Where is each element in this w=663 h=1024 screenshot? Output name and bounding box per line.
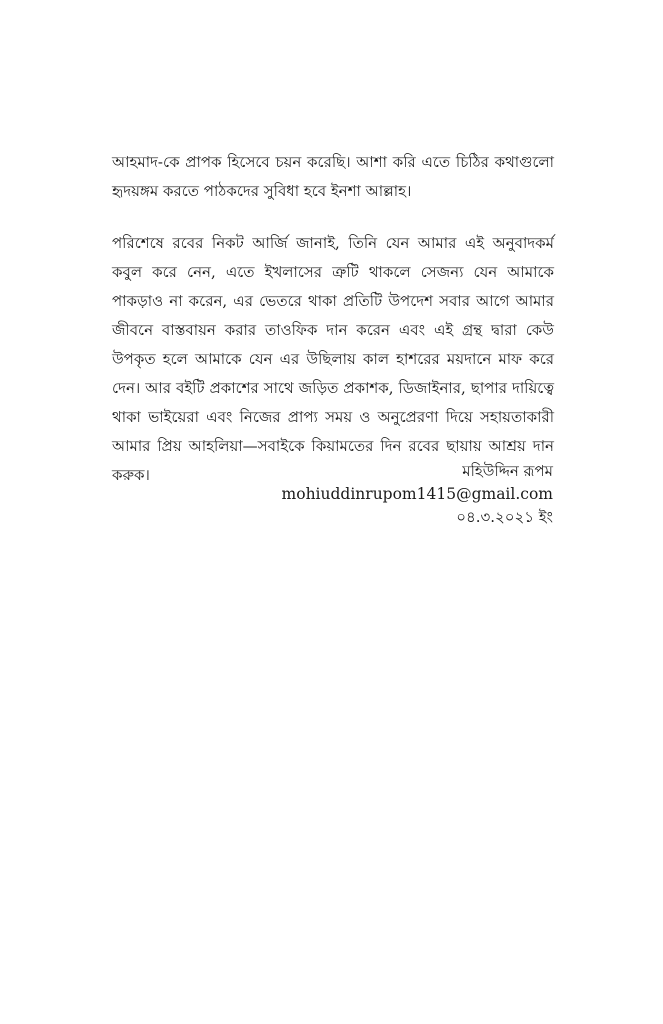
author-name: মহিউদ্দিন রূপম <box>462 462 553 480</box>
signature-date: ০৪.৩.২০২১ ইং <box>456 508 553 526</box>
author-email: mohiuddinrupom1415@gmail.com <box>281 485 553 503</box>
paragraph-intro: আহমাদ-কে প্রাপক হিসেবে চয়ন করেছি। আশা করি এতে চিঠির কথাগুলো হৃদয়ঙ্গম করতে পাঠকদের সুবিধা হবে ইনশা আল্লাহ। <box>112 153 554 200</box>
paragraph-closing-prayer: পরিশেষে রবের নিকট আর্জি জানাই, তিনি যেন আমার এই অনুবাদকর্ম কবুল করে নেন, এতে ইখলাসের ত্রুটি থাকলে সেজন্য যেন আমাকে পাকড়াও না করেন, এর ভেতরে থাকা প্রতিটি উপদেশ সবার আগে আমার জীবনে বাস্তবায়ন করার তাওফিক দান করেন এবং এই গ্রন্থ দ্বারা কেউ উপকৃত হলে আমাকে যেন এর উছিলায় কাল হাশরের ময়দানে মাফ করে দেন। আর বইটি প্রকাশের সাথে জড়িত প্রকাশক, ডিজাইনার, ছাপার দায়িত্বে থাকা ভাইয়েরা এবং নিজের প্রাপ্য সময় ও অনুপ্রেরণা দিয়ে সহায়তাকারী আমার প্রিয় আহলিয়া—সবাইকে কিয়ামতের দিন রবের ছায়ায় আশ্রয় দান করুক। <box>112 234 554 484</box>
signature-block <box>233 460 553 529</box>
